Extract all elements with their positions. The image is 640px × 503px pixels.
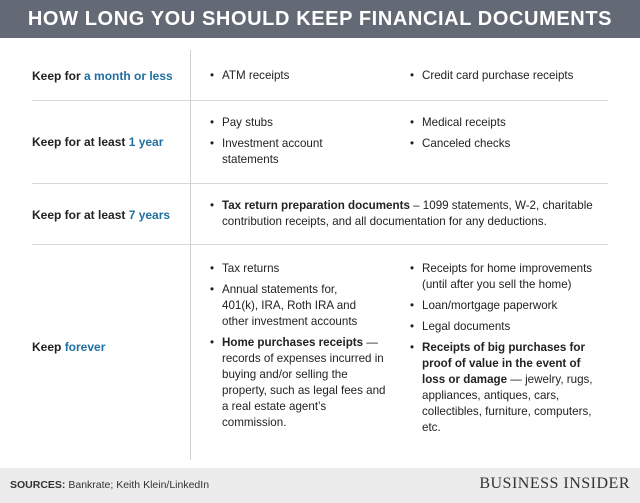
list-item: • Canceled checks (408, 136, 613, 152)
list-item: • Credit card purchase receipts (408, 68, 613, 84)
label-prefix: Keep (32, 340, 65, 354)
page-title: HOW LONG YOU SHOULD KEEP FINANCIAL DOCUMENTS (27, 7, 613, 30)
list-item: • Receipts for home improvements (until after you sell the home) (408, 261, 613, 293)
row-label-month (32, 69, 173, 83)
list-item: • Pay stubs (208, 115, 368, 131)
item-text: — records of expenses incurred in buying and/or selling the property, such as legal fees and a real estate agent’s commission. (222, 336, 386, 429)
list-item: • Medical receipts (408, 115, 613, 131)
list-item (208, 335, 388, 431)
label-highlight: 7 years (128, 208, 171, 222)
brand-logo: BUSINESS INSIDER (479, 475, 630, 492)
row-3-full-column (208, 198, 608, 235)
row-1-left-column (208, 68, 398, 89)
row-label-forever (32, 340, 105, 354)
list-item: • Investment account statements (208, 136, 368, 168)
label-highlight: a month or less (84, 69, 173, 83)
label-highlight: forever (64, 340, 106, 354)
row-divider (32, 244, 608, 245)
row-divider (32, 100, 608, 101)
sources-label: SOURCES: (10, 479, 66, 491)
label-prefix: Keep for (32, 69, 85, 83)
list-item: • Tax returns (208, 261, 388, 277)
row-divider (32, 183, 608, 184)
label-prefix: Keep for at least (32, 208, 129, 222)
retention-table (0, 38, 640, 468)
list-item (208, 198, 608, 230)
row-label-seven-years (32, 208, 170, 222)
list-item: • Loan/mortgage paperwork (408, 298, 613, 314)
sources-line (10, 479, 209, 491)
title-bar (0, 0, 640, 38)
column-divider (190, 50, 191, 460)
item-bold-text: Tax return preparation documents (222, 199, 410, 212)
row-4-right-column (408, 261, 613, 441)
list-item: • Annual statements for, 401(k), IRA, Roth IRA and other investment accounts (208, 282, 372, 330)
sources-text: Bankrate; Keith Klein/LinkedIn (65, 479, 210, 491)
item-bold-text: Home purchases receipts (222, 336, 364, 349)
row-2-right-column (408, 115, 613, 157)
row-1-right-column (408, 68, 613, 89)
item-text: — jewelry, rugs, appliances, antiques, cars, collectibles, furniture, computers, etc. (422, 373, 593, 434)
list-item (408, 340, 602, 436)
item-bold-text: Receipts of big purchases for proof of value in the event of loss or damage (422, 341, 585, 386)
label-highlight: 1 year (128, 135, 164, 149)
list-item: • Legal documents (408, 319, 613, 335)
label-prefix: Keep for at least (32, 135, 129, 149)
row-2-left-column (208, 115, 368, 173)
row-label-year (32, 135, 163, 149)
item-text: – 1099 statements, W-2, charitable contribution receipts, and all documentation for any deductions. (222, 199, 593, 228)
row-4-left-column (208, 261, 388, 436)
list-item: • ATM receipts (208, 68, 398, 84)
footer (0, 468, 640, 503)
